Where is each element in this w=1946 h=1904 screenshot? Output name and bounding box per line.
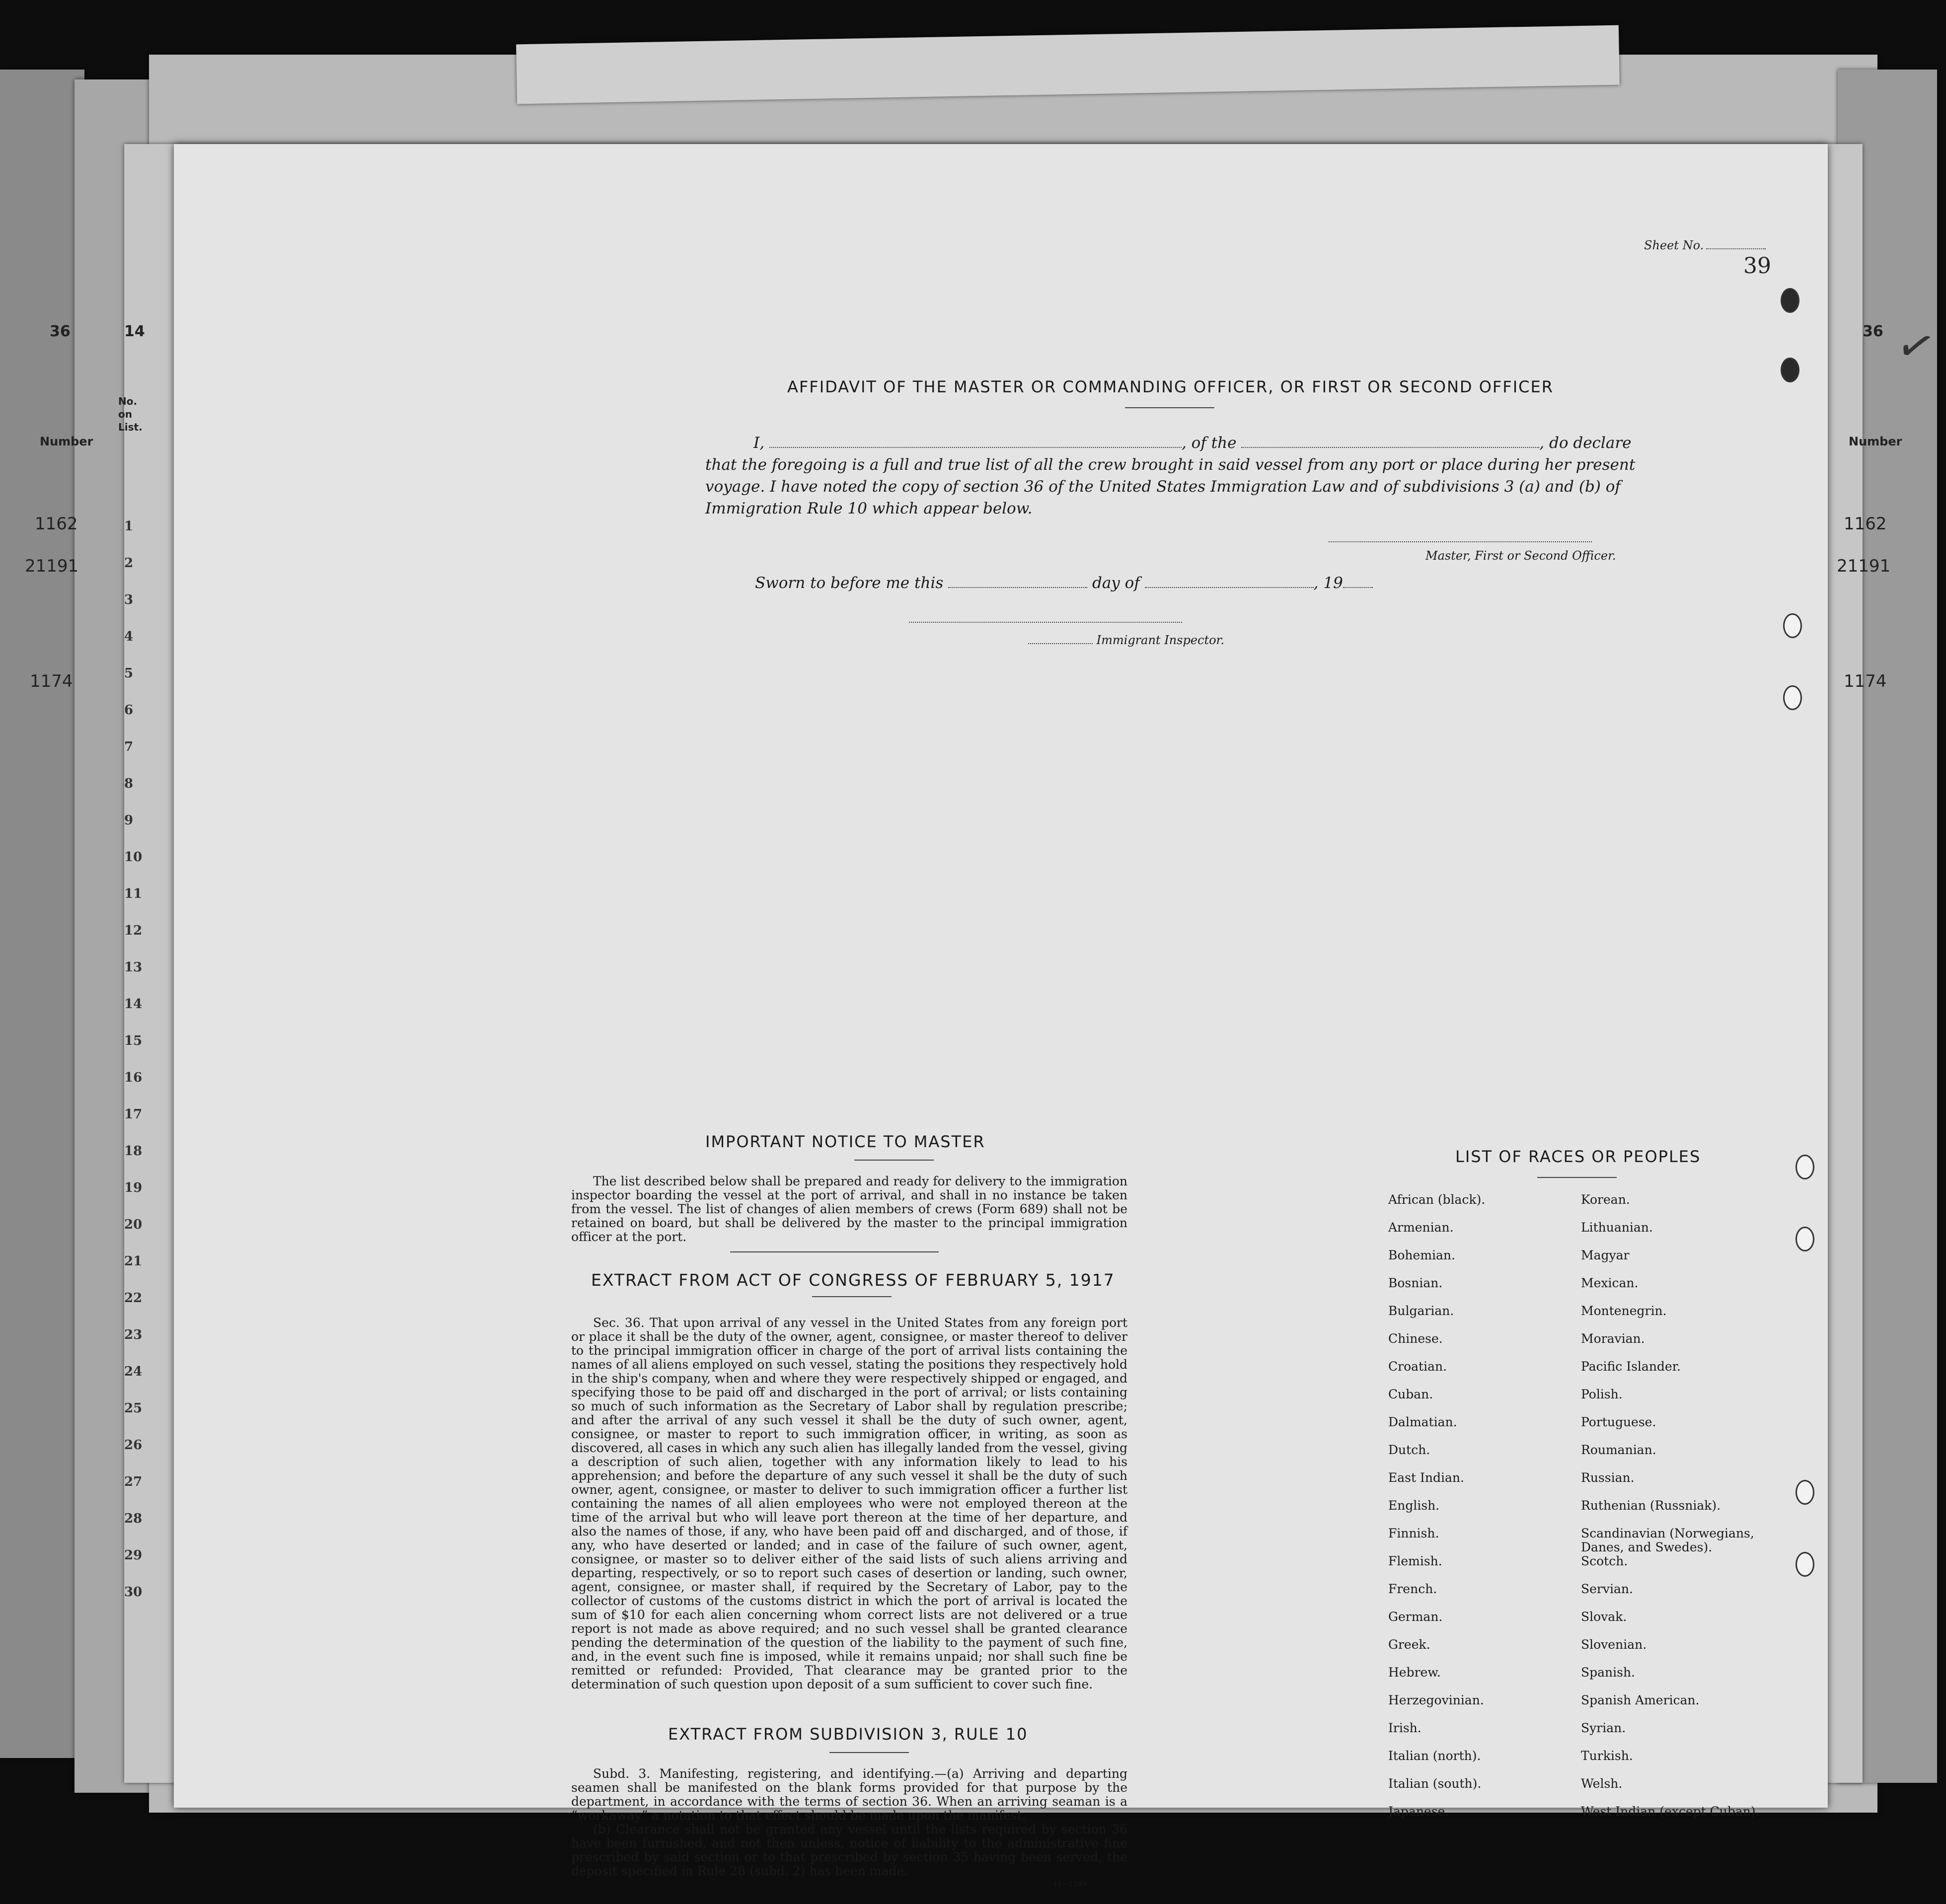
race-item: French. bbox=[1388, 1582, 1437, 1596]
race-item: English. bbox=[1388, 1498, 1440, 1513]
race-item: Korean. bbox=[1581, 1192, 1630, 1207]
edge-row-number: 30 bbox=[124, 1585, 143, 1600]
sheet-number-label: Sheet No. bbox=[1644, 238, 1704, 252]
race-item: Slovak. bbox=[1581, 1610, 1627, 1624]
edge-row-number: 6 bbox=[124, 703, 134, 718]
edge-row-number: 23 bbox=[124, 1327, 143, 1342]
sworn-prefix: Sworn to before me this bbox=[755, 574, 944, 592]
edge-row-number: 19 bbox=[124, 1180, 143, 1195]
race-item: Pacific Islander. bbox=[1581, 1359, 1681, 1374]
edge-row-number: 2 bbox=[124, 556, 134, 571]
edge-row-number: 25 bbox=[124, 1401, 143, 1416]
edge-number-1162-left: 1162 bbox=[35, 514, 78, 534]
affidavit-title: AFFIDAVIT OF THE MASTER OR COMMANDING OFFICER, OR FIRST OR SECOND OFFICER bbox=[787, 377, 1554, 396]
race-item: Bohemian. bbox=[1388, 1248, 1455, 1262]
notice-text bbox=[571, 1174, 1127, 1244]
edge-row-number: 26 bbox=[124, 1438, 143, 1453]
race-item: Welsh. bbox=[1581, 1776, 1623, 1791]
race-item: Roumanian. bbox=[1581, 1443, 1656, 1457]
punch-hole bbox=[1796, 1227, 1814, 1251]
sworn-month-field[interactable] bbox=[1145, 587, 1314, 588]
inspector-caption bbox=[1028, 633, 1224, 647]
inspector-signature-line[interactable] bbox=[909, 622, 1182, 623]
edge-row-number: 13 bbox=[124, 960, 143, 975]
edge-number-1174-right: 1174 bbox=[1844, 671, 1887, 691]
race-item: Magyar bbox=[1581, 1248, 1630, 1262]
race-item: Portuguese. bbox=[1581, 1415, 1656, 1429]
edge-row-number: 14 bbox=[124, 997, 143, 1012]
race-item: Italian (south). bbox=[1388, 1776, 1482, 1791]
edge-row-number: 3 bbox=[124, 592, 134, 607]
edge-row-number: 5 bbox=[124, 666, 134, 681]
race-item: West Indian (except Cuban). bbox=[1581, 1804, 1760, 1819]
punch-hole bbox=[1783, 685, 1802, 710]
race-item: Dutch. bbox=[1388, 1443, 1430, 1457]
edge-row-number: 24 bbox=[124, 1364, 143, 1379]
race-item: Slovenian. bbox=[1581, 1637, 1647, 1652]
affidavit-statement bbox=[705, 432, 1639, 519]
punch-hole bbox=[1796, 1552, 1814, 1577]
act-text bbox=[571, 1316, 1127, 1691]
race-item: Russian. bbox=[1581, 1470, 1635, 1485]
notice-separator bbox=[730, 1251, 939, 1252]
rule10-paragraph-a: Subd. 3. Manifesting, registering, and identifying.—(a) Arriving and departing seamen shall be manifested on the blank forms provided for that purpose by the department, in accordance with the terms of section 36. When an arriving seaman is a “workaway” a notation to that effect should be made upon the manifest. bbox=[571, 1766, 1127, 1823]
affidavit-line-4: Immigration Rule 10 which appear below. bbox=[705, 500, 1033, 517]
rule10-title: EXTRACT FROM SUBDIVISION 3, RULE 10 bbox=[668, 1725, 1028, 1744]
edge-label-no-on-list: No. on List. bbox=[118, 395, 143, 433]
edge-row-number: 20 bbox=[124, 1217, 143, 1232]
sworn-line bbox=[755, 574, 1373, 592]
race-item: Greek. bbox=[1388, 1637, 1430, 1652]
race-item: German. bbox=[1388, 1610, 1443, 1624]
affidavit-title-rule bbox=[1125, 407, 1214, 408]
race-item: African (black). bbox=[1388, 1192, 1486, 1207]
sheet-number-value: 39 bbox=[1743, 253, 1771, 279]
sworn-day-field[interactable] bbox=[948, 587, 1087, 588]
edge-label-number-left: Number bbox=[40, 435, 93, 448]
rule10-title-rule bbox=[829, 1752, 909, 1753]
edge-row-number: 8 bbox=[124, 776, 134, 791]
race-item: Irish. bbox=[1388, 1721, 1422, 1735]
edge-row-number: 21 bbox=[124, 1254, 143, 1269]
race-item: Ruthenian (Russniak). bbox=[1581, 1498, 1721, 1513]
vessel-name-field[interactable] bbox=[1241, 447, 1539, 448]
edge-number-1162-right: 1162 bbox=[1844, 514, 1887, 534]
race-item: Syrian. bbox=[1581, 1721, 1626, 1735]
rule10-text bbox=[571, 1767, 1127, 1878]
notice-title: IMPORTANT NOTICE TO MASTER bbox=[705, 1132, 985, 1151]
sheet-number-area bbox=[1644, 238, 1771, 279]
edge-row-number: 28 bbox=[124, 1511, 143, 1526]
edge-row-number: 15 bbox=[124, 1033, 143, 1048]
race-item: East Indian. bbox=[1388, 1470, 1464, 1485]
notice-title-rule bbox=[854, 1160, 934, 1161]
race-item: Armenian. bbox=[1388, 1220, 1454, 1235]
edge-row-number: 17 bbox=[124, 1107, 143, 1122]
punch-hole bbox=[1796, 1480, 1814, 1505]
edge-row-number: 12 bbox=[124, 923, 143, 938]
race-item: Lithuanian. bbox=[1581, 1220, 1653, 1235]
punch-hole bbox=[1781, 288, 1799, 313]
race-item: Scandinavian (Norwegians, Danes, and Swedes). bbox=[1581, 1526, 1754, 1554]
race-item: Herzegovinian. bbox=[1388, 1693, 1484, 1707]
race-item: Bulgarian. bbox=[1388, 1304, 1454, 1318]
race-item: Dalmatian. bbox=[1388, 1415, 1457, 1429]
act-title-rule bbox=[812, 1296, 892, 1297]
race-item: Moravian. bbox=[1581, 1331, 1645, 1346]
race-item: Cuban. bbox=[1388, 1387, 1433, 1401]
race-item: Japanese. bbox=[1388, 1804, 1449, 1819]
officer-name-field[interactable] bbox=[769, 447, 1182, 448]
race-item: Chinese. bbox=[1388, 1331, 1443, 1346]
checkmark-icon: ✓ bbox=[1891, 316, 1941, 376]
punch-hole bbox=[1796, 1155, 1814, 1179]
sworn-year-field[interactable] bbox=[1343, 587, 1373, 588]
races-column-1 bbox=[1388, 1193, 1552, 1832]
affidavit-line-2: that the foregoing is a full and true list of all the crew brought in said vessel from any port or place during her present bbox=[705, 456, 1636, 474]
race-item: Croatian. bbox=[1388, 1359, 1447, 1374]
notice-paragraph: The list described below shall be prepared and ready for delivery to the immigration inspector boarding the vessel at the port of arrival, and shall in no instance be taken from the vessel. The list of changes of alien members of crews (Form 689) shall not be retained on board, but shall be delivered by the master to the principal immigration officer at the port. bbox=[571, 1174, 1127, 1244]
race-item: Bosnian. bbox=[1388, 1276, 1443, 1290]
edge-number-36-right: 36 bbox=[1863, 323, 1883, 340]
edge-row-number: 10 bbox=[124, 850, 143, 865]
edge-number-21191-left: 21191 bbox=[25, 556, 79, 576]
affidavit-of-the: , of the bbox=[1181, 434, 1237, 452]
edge-row-number: 4 bbox=[124, 629, 134, 644]
edge-row-number: 16 bbox=[124, 1070, 143, 1085]
form-number: 11—1249 bbox=[1053, 1880, 1087, 1888]
race-item: Finnish. bbox=[1388, 1526, 1439, 1540]
sworn-day-of: day of bbox=[1092, 574, 1140, 592]
edge-number-36-left: 36 bbox=[50, 323, 71, 340]
punch-hole bbox=[1781, 358, 1799, 382]
edge-row-number: 9 bbox=[124, 813, 134, 828]
edge-number-1174-left: 1174 bbox=[30, 671, 73, 691]
act-paragraph: Sec. 36. That upon arrival of any vessel in the United States from any foreign port or place it shall be the duty of the owner, agent, consignee, or master thereof to deliver to the principal immigration officer in charge of the port of arrival lists containing the names of all aliens employed on such vessel, stating the positions they respectively hold in the ship's company, when and where they were respectively shipped or engaged, and specifying those to be paid off and discharged in the port of arrival; or lists containing so much of such information as the Secretary of Labor shall by regulation prescribe; and after the arrival of any such vessel it shall be the duty of such owner, agent, consignee, or master to report to such immigration officer, in writing, as soon as discovered, all cases in which any such alien has illegally landed from the vessel, giving a description of such alien, together with any information likely to lead to his apprehension; and before the departure of any such vessel it shall be the duty of such owner, agent, consignee, or master to deliver to such immigration officer a further list containing the names of all alien employees who were not employed thereon at the time of the arrival but who will leave port thereon at the time of her departure, and also the names of those, if any, who have been paid off and discharged, and of those, if any, who have deserted or landed; and in case of the failure of such owner, agent, consignee, or master so to deliver either of the said lists of such aliens arriving and departing, respectively, or so to report such cases of desertion or landing, such owner, agent, consignee, or master shall, if required by the Secretary of Labor, pay to the collector of customs of the customs district in which the port of arrival is located the sum of $10 for each alien concerning whom correct lists are not delivered or a true report is not made as above required; and no such vessel shall be granted clearance pending the determination of the question of the liability to the payment of such fine, and, in the event such fine is imposed, while it remains unpaid; nor shall such fine be remitted or refunded: Provided, That clearance may be granted prior to the determination of such question upon deposit of a sum sufficient to cover such fine. bbox=[571, 1316, 1127, 1691]
punch-hole bbox=[1783, 613, 1802, 638]
race-item: Servian. bbox=[1581, 1582, 1633, 1596]
race-item: Polish. bbox=[1581, 1387, 1623, 1401]
race-item: Mexican. bbox=[1581, 1276, 1639, 1290]
edge-label-number-right: Number bbox=[1849, 435, 1902, 448]
edge-row-number: 11 bbox=[124, 886, 143, 901]
edge-row-number: 27 bbox=[124, 1474, 143, 1489]
rule10-paragraph-b: (b) Clearance shall not be granted any vessel until the lists required by section 36 have been furnished, and not then unless, notice of liability to the administrative fine prescribed by said section or to that prescribed by section 35 having been served, the deposit specified in Rule 28 (subd. 2) has been made. bbox=[571, 1822, 1127, 1878]
edge-row-number: 29 bbox=[124, 1548, 143, 1563]
edge-row-number: 22 bbox=[124, 1291, 143, 1306]
master-signature-caption: Master, First or Second Officer. bbox=[1425, 549, 1616, 563]
race-item: Hebrew. bbox=[1388, 1665, 1441, 1680]
races-title: LIST OF RACES OR PEOPLES bbox=[1455, 1147, 1701, 1166]
races-column-2 bbox=[1581, 1193, 1790, 1832]
race-item: Scotch. bbox=[1581, 1554, 1628, 1568]
race-item: Flemish. bbox=[1388, 1554, 1442, 1568]
inspector-caption-text: Immigrant Inspector. bbox=[1096, 633, 1225, 647]
races-title-rule bbox=[1537, 1177, 1617, 1178]
affidavit-line-3: voyage. I have noted the copy of section 36 of the United States Immigration Law and of subdivisions 3 (a) and (b) of bbox=[705, 478, 1621, 496]
race-item: Spanish. bbox=[1581, 1665, 1636, 1680]
edge-number-21191-right: 21191 bbox=[1837, 556, 1891, 576]
master-signature-line[interactable] bbox=[1329, 541, 1592, 542]
background-sheet-left bbox=[0, 70, 84, 1758]
edge-row-number: 1 bbox=[124, 519, 134, 534]
edge-row-number: 7 bbox=[124, 739, 134, 754]
affidavit-pronoun: I, bbox=[753, 434, 765, 452]
race-item: Turkish. bbox=[1581, 1749, 1633, 1763]
edge-row-number: 18 bbox=[124, 1144, 143, 1159]
sworn-year-prefix: , 19 bbox=[1313, 574, 1343, 592]
edge-number-14-left: 14 bbox=[124, 323, 145, 340]
affidavit-do-declare: , do declare bbox=[1539, 434, 1632, 452]
race-item: Spanish American. bbox=[1581, 1693, 1700, 1707]
race-item: Italian (north). bbox=[1388, 1749, 1481, 1763]
act-title: EXTRACT FROM ACT OF CONGRESS OF FEBRUARY 5, 1917 bbox=[591, 1270, 1115, 1290]
race-item: Montenegrin. bbox=[1581, 1304, 1667, 1318]
